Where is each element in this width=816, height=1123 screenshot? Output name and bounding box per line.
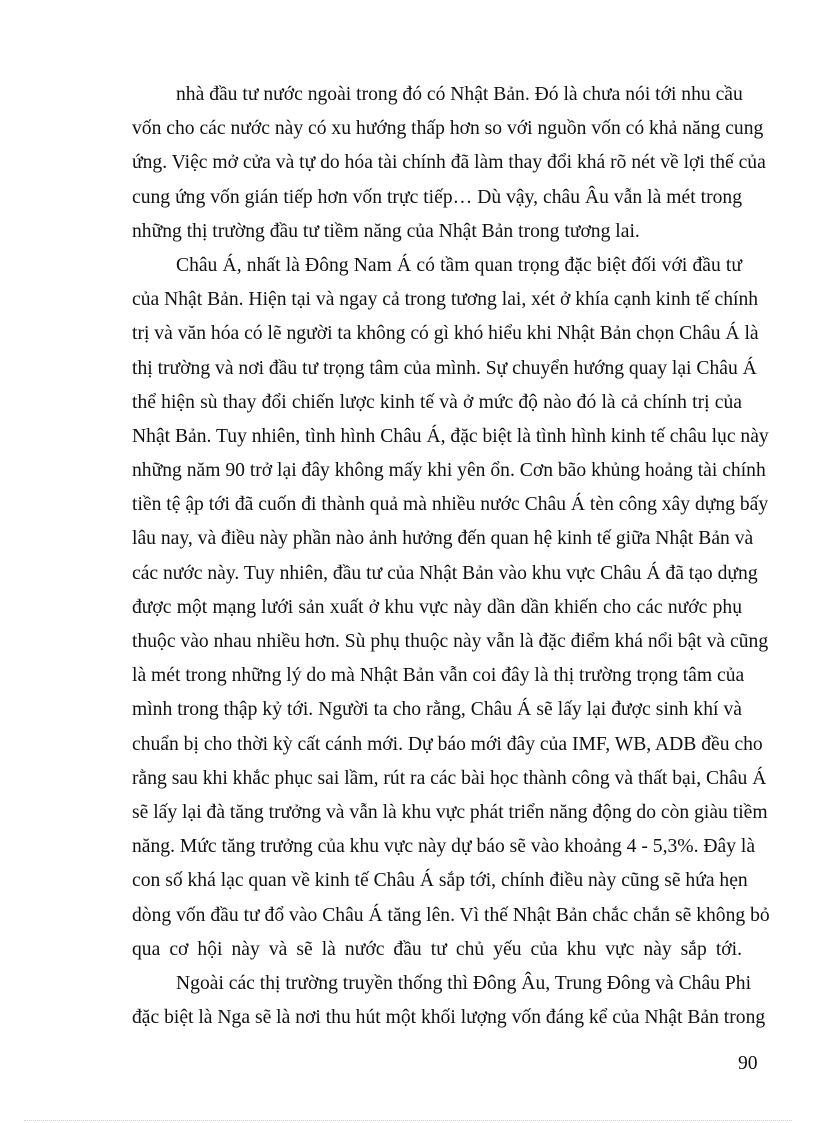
text-line: rằng sau khi khắc phục sai lầm, rút ra các bài học thành công và thất bại, Châu Á (132, 767, 767, 789)
text-line: thị trường và nơi đầu tư trọng tâm của mình. Sự chuyển hướng quay lại Châu Á (132, 357, 757, 379)
text-line: những năm 90 trở lại đây không mấy khi yên ổn. Cơn bão khủng hoảng tài chính (132, 460, 766, 482)
text-line: được một mạng lưới sản xuất ở khu vực này dần dần khiến cho các nước phụ (132, 596, 742, 618)
text-line: Ngoài các thị trường truyền thống thì Đông Âu, Trung Đông và Châu Phi (176, 972, 752, 994)
text-line: ứng. Việc mở cửa và tự do hóa tài chính đã làm thay đổi khá rõ nét về lợi thế của (132, 152, 766, 174)
text-line: vốn cho các nước này có xu hướng thấp hơn so với nguồn vốn có khả năng cung (132, 118, 764, 140)
text-line: Châu Á, nhất là Đông Nam Á có tầm quan trọng đặc biệt đối với đầu tư (176, 254, 742, 276)
text-line: lâu nay, và điều này phần nào ảnh hưởng đến quan hệ kinh tế giữa Nhật Bản và (132, 528, 754, 550)
text-line: qua cơ hội này và sẽ là nước đầu tư chủ yếu của khu vực này sắp tới. (132, 938, 742, 960)
text-line: cung ứng vốn gián tiếp hơn vốn trực tiếp… Dù vậy, châu Âu vẫn là mét trong (132, 186, 742, 208)
text-line: thuộc vào nhau nhiều hơn. Sù phụ thuộc này vẫn là đặc điểm khá nổi bật và cũng (132, 631, 769, 652)
text-line: dòng vốn đầu tư đổ vào Châu Á tăng lên. Vì thế Nhật Bản chắc chắn sẽ không bỏ (132, 904, 770, 926)
text-line: tiền tệ ập tới đã cuốn đi thành quả mà nhiều nước Châu Á tèn công xây dựng bấy (132, 494, 769, 516)
text-line: đặc biệt là Nga sẽ là nơi thu hút một khối lượng vốn đáng kể của Nhật Bản trong (132, 1007, 766, 1029)
text-line: các nước này. Tuy nhiên, đầu tư của Nhật Bản vào khu vực Châu Á đã tạo dựng (132, 562, 758, 584)
text-line: trị và văn hóa có lẽ người ta không có gì khó hiểu khi Nhật Bản chọn Châu Á là (132, 323, 759, 345)
text-line: của Nhật Bản. Hiện tại và ngay cả trong tương lai, xét ở khía cạnh kinh tế chính (132, 289, 759, 311)
text-line: nhà đầu tư nước ngoài trong đó có Nhật Bản. Đó là chưa nói tới nhu cầu (176, 84, 743, 105)
text-line: sẽ lấy lại đà tăng trưởng và vẫn là khu vực phát triển năng động do còn giàu tiềm (132, 801, 768, 823)
text-line: là mét trong những lý do mà Nhật Bản vẫn coi đây là thị trường trọng tâm của (132, 665, 745, 687)
text-line: chuẩn bị cho thời kỳ cất cánh mới. Dự báo mới đây của IMF, WB, ADB đều cho (132, 733, 763, 755)
text-line: con số khá lạc quan về kinh tế Châu Á sắp tới, chính điều này cũng sẽ hứa hẹn (132, 870, 748, 892)
body-text (132, 78, 770, 1035)
text-line: mình trong thập kỷ tới. Người ta cho rằng, Châu Á sẽ lấy lại được sinh khí và (132, 699, 742, 721)
page-number: 90 (738, 1053, 758, 1074)
text-line: năng. Mức tăng trưởng của khu vực này dự báo sẽ vào khoảng 4 - 5,3%. Đây là (132, 836, 756, 858)
page-bottom-divider (24, 1120, 792, 1121)
text-line: thể hiện sù thay đổi chiến lược kinh tế và ở mức độ nào đó là cả chính trị của (132, 391, 742, 413)
text-line: những thị trường đầu tư tiềm năng của Nhật Bản trong tương lai. (132, 220, 640, 242)
text-line: Nhật Bản. Tuy nhiên, tình hình Châu Á, đặc biệt là tình hình kinh tế châu lục này (132, 425, 769, 447)
